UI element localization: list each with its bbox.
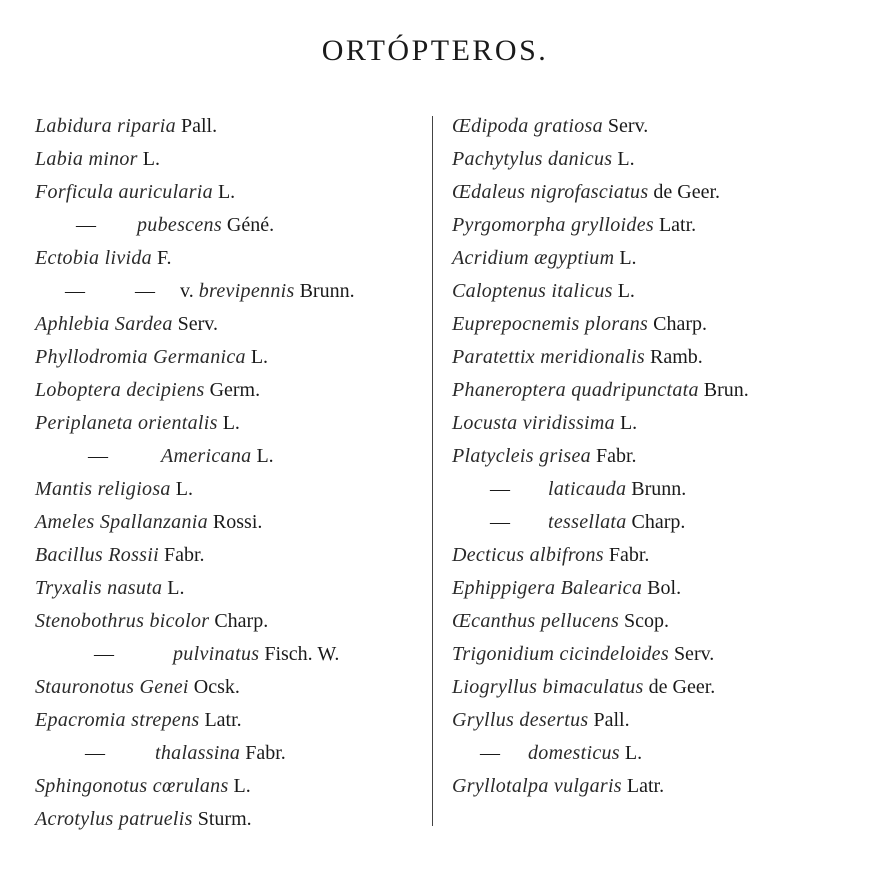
- list-item: [35, 737, 425, 770]
- list-item: [452, 176, 862, 209]
- species-author: Germ.: [209, 379, 261, 401]
- species-name: domesticus: [528, 742, 620, 764]
- list-item: [35, 770, 425, 803]
- list-item: [452, 407, 862, 440]
- list-item: [35, 671, 425, 704]
- list-item: [452, 440, 862, 473]
- species-author: Latr.: [626, 775, 665, 797]
- ditto-dash: —: [94, 643, 114, 665]
- column-divider: [432, 116, 433, 826]
- list-item: [452, 638, 862, 671]
- list-item: [35, 572, 425, 605]
- species-author: Serv.: [177, 313, 218, 335]
- list-item: [452, 572, 862, 605]
- species-name: Trigonidium cicindeloides: [452, 643, 669, 665]
- list-item: [35, 803, 425, 836]
- list-item: [452, 539, 862, 572]
- species-author: L.: [256, 445, 274, 467]
- list-item: [35, 539, 425, 572]
- list-item: [452, 374, 862, 407]
- species-name: Œcanthus pellucens: [452, 610, 620, 632]
- list-item: [35, 209, 425, 242]
- species-author: L.: [619, 247, 637, 269]
- species-author: Scop.: [624, 610, 670, 632]
- list-item: [35, 506, 425, 539]
- species-author: Rossi.: [212, 511, 263, 533]
- species-author: L.: [250, 346, 269, 368]
- species-name: Aphlebia Sardea: [35, 313, 173, 335]
- list-item: [35, 473, 425, 506]
- variety-label: v.: [180, 280, 194, 302]
- page-title: ORTÓPTEROS.: [321, 34, 549, 67]
- list-item: [452, 737, 862, 770]
- list-item: [452, 341, 862, 374]
- species-author: L.: [142, 148, 160, 170]
- species-author: Fabr.: [595, 445, 637, 467]
- species-author: Fisch. W.: [264, 643, 340, 665]
- species-name: Acrotylus patruelis: [35, 808, 193, 830]
- species-name: Pyrgomorpha grylloides: [452, 214, 654, 236]
- species-name: Stenobothrus bicolor: [35, 610, 210, 632]
- species-name: Americana: [161, 445, 252, 467]
- species-author: Sturm.: [197, 808, 252, 830]
- species-name: tessellata: [548, 511, 627, 533]
- species-author: L.: [619, 412, 638, 434]
- species-name: Stauronotus Genei: [35, 676, 189, 698]
- species-author: L.: [617, 280, 635, 302]
- list-item: [35, 605, 425, 638]
- species-author: Serv.: [607, 115, 649, 137]
- species-name: Caloptenus italicus: [452, 280, 613, 302]
- species-name: Tryxalis nasuta: [35, 577, 163, 599]
- species-author: F.: [156, 247, 172, 269]
- species-name: Periplaneta orientalis: [35, 412, 218, 434]
- species-name: Sphingonotus cœrulans: [35, 775, 229, 797]
- list-item: [452, 605, 862, 638]
- species-name: Ameles Spallanzania: [35, 511, 208, 533]
- species-name: Euprepocnemis plorans: [452, 313, 649, 335]
- species-author: L.: [624, 742, 643, 764]
- species-name: thalassina: [155, 742, 241, 764]
- list-item: [452, 704, 862, 737]
- species-name: Loboptera decipiens: [35, 379, 205, 401]
- species-name: brevipennis: [198, 280, 295, 302]
- ditto-dash: —: [76, 214, 96, 236]
- species-author: de Geer.: [653, 181, 721, 203]
- species-name: laticauda: [548, 478, 627, 500]
- ditto-dash: —: [85, 742, 105, 764]
- species-name: pulvinatus: [173, 643, 260, 665]
- species-author: Brunn.: [631, 478, 687, 500]
- species-author: Brunn.: [299, 280, 355, 302]
- species-author: Fabr.: [163, 544, 205, 566]
- species-name: Ectobia livida: [35, 247, 152, 269]
- list-item: [35, 143, 425, 176]
- list-item: [35, 638, 425, 671]
- list-item: [35, 275, 425, 308]
- list-item: [35, 341, 425, 374]
- species-name: Decticus albifrons: [452, 544, 604, 566]
- list-item: [35, 242, 425, 275]
- ditto-dash: —: [135, 280, 155, 302]
- ditto-dash: —: [88, 445, 108, 467]
- species-name: Ephippigera Balearica: [452, 577, 643, 599]
- species-name: Bacillus Rossii: [35, 544, 159, 566]
- species-name: Gryllus desertus: [452, 709, 589, 731]
- species-author: Charp.: [631, 511, 686, 533]
- species-name: Labia minor: [35, 148, 138, 170]
- species-name: Œdipoda gratiosa: [452, 115, 603, 137]
- species-author: Latr.: [658, 214, 697, 236]
- species-name: Paratettix meridionalis: [452, 346, 645, 368]
- species-author: Charp.: [653, 313, 707, 335]
- species-name: Locusta viridissima: [452, 412, 615, 434]
- species-name: pubescens: [137, 214, 222, 236]
- ditto-dash: —: [490, 511, 510, 533]
- list-item: [35, 440, 425, 473]
- list-item: [452, 143, 862, 176]
- species-author: Ramb.: [650, 346, 703, 368]
- list-item: [452, 308, 862, 341]
- list-item: [452, 209, 862, 242]
- species-author: Pall.: [593, 709, 630, 731]
- list-item: [35, 176, 425, 209]
- species-name: Labidura riparia: [35, 115, 176, 137]
- species-name: Liogryllus bimaculatus: [452, 676, 644, 698]
- species-author: L.: [167, 577, 185, 599]
- species-author: Serv.: [673, 643, 715, 665]
- species-author: Fabr.: [608, 544, 650, 566]
- ditto-dash: —: [490, 478, 510, 500]
- species-author: Charp.: [214, 610, 269, 632]
- species-author: Ocsk.: [193, 676, 240, 698]
- species-author: de Geer.: [648, 676, 716, 698]
- list-item: [452, 671, 862, 704]
- species-name: Forficula auricularia: [35, 181, 213, 203]
- list-item: [452, 242, 862, 275]
- list-item: [452, 473, 862, 506]
- species-author: Pall.: [180, 115, 218, 137]
- species-author: Brun.: [703, 379, 749, 401]
- species-name: Platycleis grisea: [452, 445, 591, 467]
- species-author: Géné.: [226, 214, 275, 236]
- species-name: Mantis religiosa: [35, 478, 171, 500]
- species-name: Acridium ægyptium: [452, 247, 615, 269]
- species-name: Epacromia strepens: [35, 709, 200, 731]
- left-column: [35, 110, 425, 836]
- list-item: [452, 506, 862, 539]
- list-item: [452, 275, 862, 308]
- ditto-dash: —: [480, 742, 500, 764]
- species-name: Œdaleus nigrofasciatus: [452, 181, 649, 203]
- species-author: L.: [222, 412, 240, 434]
- list-item: [35, 308, 425, 341]
- species-author: L.: [175, 478, 193, 500]
- species-author: Latr.: [204, 709, 242, 731]
- list-item: [452, 770, 862, 803]
- species-name: Phyllodromia Germanica: [35, 346, 246, 368]
- species-name: Gryllotalpa vulgaris: [452, 775, 622, 797]
- list-item: [35, 704, 425, 737]
- species-author: L.: [217, 181, 236, 203]
- species-name: Phaneroptera quadripunctata: [452, 379, 699, 401]
- right-column: [452, 110, 862, 803]
- list-item: [452, 110, 862, 143]
- species-author: Bol.: [647, 577, 682, 599]
- list-item: [35, 110, 425, 143]
- species-name: Pachytylus danicus: [452, 148, 613, 170]
- species-author: L.: [233, 775, 251, 797]
- list-item: [35, 407, 425, 440]
- species-author: L.: [617, 148, 635, 170]
- species-author: Fabr.: [245, 742, 286, 764]
- list-item: [35, 374, 425, 407]
- ditto-dash: —: [65, 280, 85, 302]
